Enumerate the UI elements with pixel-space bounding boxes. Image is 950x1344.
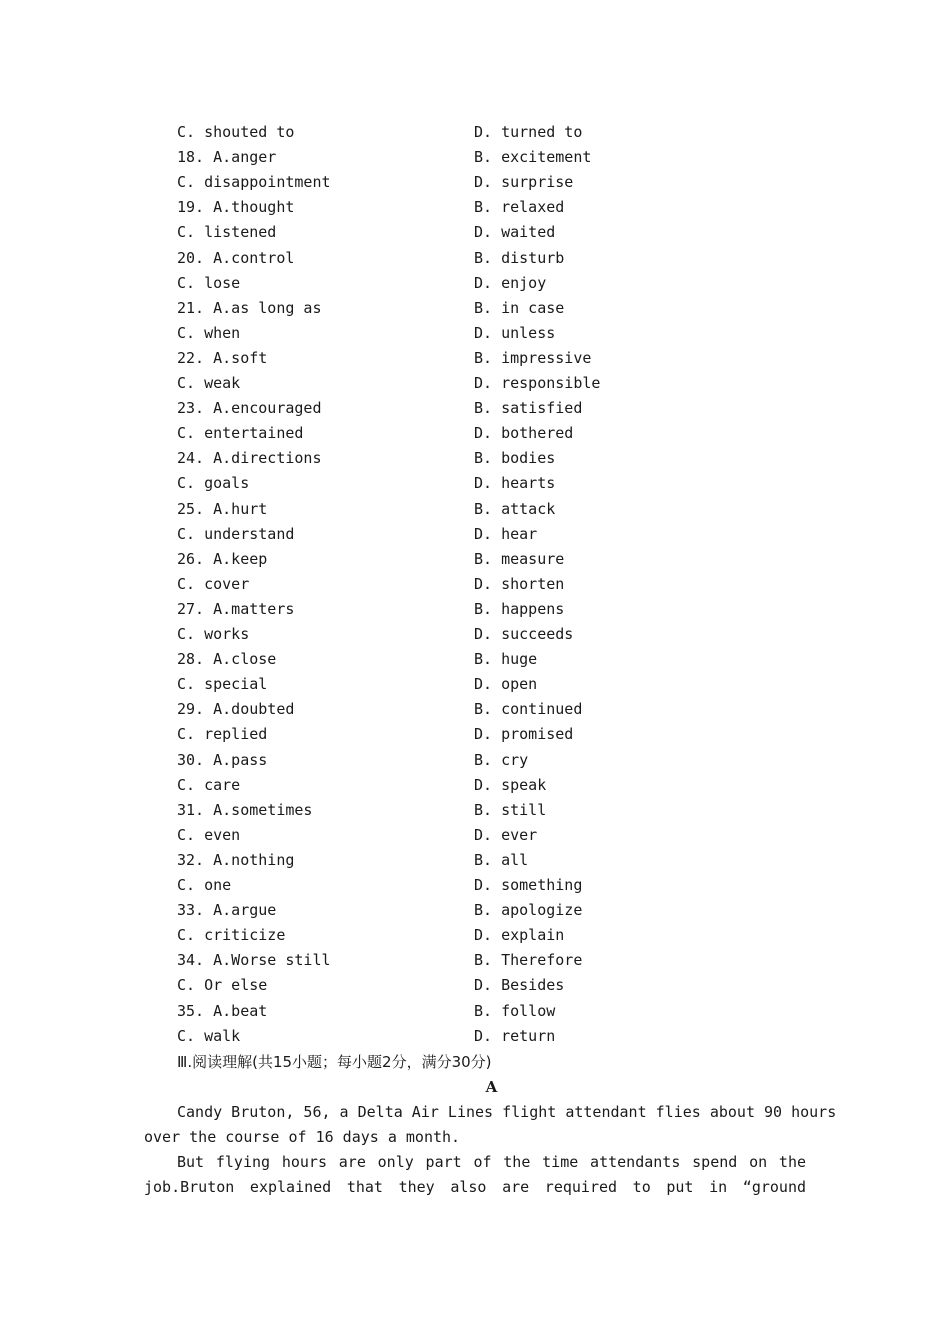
option-right: B. still (474, 800, 547, 819)
option-left: 25. A.hurt (177, 499, 268, 518)
option-left: 23. A.encouraged (177, 399, 322, 418)
option-left: 26. A.keep (177, 549, 268, 568)
option-right: D. succeeds (474, 625, 574, 643)
option-row (177, 145, 817, 170)
option-row (177, 1024, 817, 1049)
option-row (177, 823, 817, 848)
option-right: B. satisfied (474, 399, 583, 418)
option-right: D. waited (474, 223, 556, 242)
option-right: B. Therefore (474, 951, 583, 970)
option-left: C. disappointment (177, 173, 331, 192)
option-left: 24. A.directions (177, 449, 322, 468)
option-left: 30. A.pass (177, 750, 268, 769)
option-row (177, 396, 817, 421)
option-row (177, 773, 817, 798)
option-right: D. bothered (474, 424, 574, 443)
option-right: B. continued (474, 700, 583, 719)
option-row (177, 898, 817, 923)
option-left: C. works (177, 625, 250, 643)
option-right: B. cry (474, 750, 529, 769)
option-right: B. measure (474, 549, 565, 568)
option-left: C. lose (177, 273, 241, 292)
option-row (177, 948, 817, 973)
option-left: 27. A.matters (177, 599, 295, 618)
option-left: 31. A.sometimes (177, 800, 313, 819)
option-row (177, 446, 817, 471)
option-row (177, 371, 817, 396)
option-row (177, 321, 817, 346)
option-left: 33. A.argue (177, 901, 277, 920)
option-row (177, 572, 817, 597)
option-right: D. hearts (474, 474, 556, 493)
option-row (177, 873, 817, 898)
option-left: C. entertained (177, 424, 304, 443)
option-row (177, 471, 817, 496)
option-row (177, 195, 817, 220)
option-right: D. surprise (474, 173, 574, 192)
option-row (177, 497, 817, 522)
option-right: D. ever (474, 825, 538, 844)
option-left: 29. A.doubted (177, 700, 295, 719)
option-right: B. huge (474, 650, 538, 669)
option-row (177, 622, 817, 647)
option-left: C. when (177, 323, 241, 342)
option-right: D. return (474, 1026, 556, 1045)
option-row (177, 672, 817, 697)
passage-letter: A (485, 1078, 498, 1096)
option-left: 22. A.soft (177, 348, 268, 367)
option-left: C. special (177, 675, 268, 694)
option-row (177, 647, 817, 672)
option-left: C. criticize (177, 926, 286, 945)
paragraph-line: Candy Bruton, 56, a Delta Air Lines flight attendant flies about 90 hours (177, 1103, 837, 1121)
option-right: D. Besides (474, 976, 565, 995)
option-row (177, 421, 817, 446)
option-row (177, 798, 817, 823)
option-left: C. Or else (177, 976, 268, 995)
paragraph-line: But flying hours are only part of the time attendants spend on the (177, 1153, 806, 1171)
option-row (177, 522, 817, 547)
option-right: D. hear (474, 524, 538, 543)
section-heading: Ⅲ.阅读理解(共15小题；每小题2分，满分30分) (177, 1053, 492, 1071)
option-right: B. happens (474, 599, 565, 618)
option-left: 21. A.as long as (177, 298, 322, 317)
option-right: D. unless (474, 323, 556, 342)
option-left: C. cover (177, 574, 250, 593)
option-right: D. speak (474, 775, 547, 794)
option-left: 20. A.control (177, 248, 295, 267)
option-left: 34. A.Worse still (177, 951, 331, 970)
option-left: C. weak (177, 374, 241, 392)
option-left: C. shouted to (177, 123, 295, 141)
option-right: B. disturb (474, 248, 565, 267)
option-row (177, 547, 817, 572)
option-row (177, 722, 817, 747)
option-left: C. care (177, 775, 241, 794)
option-right: B. relaxed (474, 198, 565, 217)
option-right: B. apologize (474, 901, 583, 920)
option-left: C. one (177, 876, 232, 894)
option-right: D. something (474, 876, 583, 894)
option-left: C. replied (177, 725, 268, 744)
option-right: D. explain (474, 926, 565, 945)
option-right: D. open (474, 675, 538, 694)
option-right: B. follow (474, 1001, 556, 1020)
option-row (177, 999, 817, 1024)
option-right: B. impressive (474, 348, 592, 367)
option-row (177, 296, 817, 321)
option-row (177, 271, 817, 296)
option-row (177, 220, 817, 245)
option-row (177, 170, 817, 195)
option-left: 32. A.nothing (177, 850, 295, 869)
option-left: C. walk (177, 1026, 241, 1045)
paragraph-line: over the course of 16 days a month. (144, 1128, 461, 1146)
option-right: B. all (474, 850, 529, 869)
option-right: B. attack (474, 499, 556, 518)
paragraph-line: job.Bruton explained that they also are required to put in “ground (144, 1178, 806, 1196)
option-left: C. even (177, 825, 241, 844)
option-row (177, 748, 817, 773)
option-row (177, 597, 817, 622)
option-right: B. excitement (474, 148, 592, 167)
option-right: D. shorten (474, 574, 565, 593)
option-row (177, 973, 817, 998)
option-row (177, 346, 817, 371)
option-right: D. turned to (474, 123, 583, 141)
option-left: 18. A.anger (177, 148, 277, 167)
option-left: 19. A.thought (177, 198, 295, 217)
option-row (177, 120, 817, 145)
option-left: 28. A.close (177, 650, 277, 669)
option-left: C. goals (177, 474, 250, 493)
option-right: B. in case (474, 298, 565, 317)
option-left: 35. A.beat (177, 1001, 268, 1020)
option-right: D. enjoy (474, 273, 547, 292)
passage-paragraph (144, 1150, 806, 1200)
option-row (177, 848, 817, 873)
option-right: D. responsible (474, 374, 601, 392)
option-row (177, 246, 817, 271)
option-row (177, 697, 817, 722)
passage-paragraph (144, 1100, 837, 1150)
option-right: B. bodies (474, 449, 556, 468)
option-row (177, 923, 817, 948)
option-right: D. promised (474, 725, 574, 744)
option-left: C. understand (177, 524, 295, 543)
option-left: C. listened (177, 223, 277, 242)
